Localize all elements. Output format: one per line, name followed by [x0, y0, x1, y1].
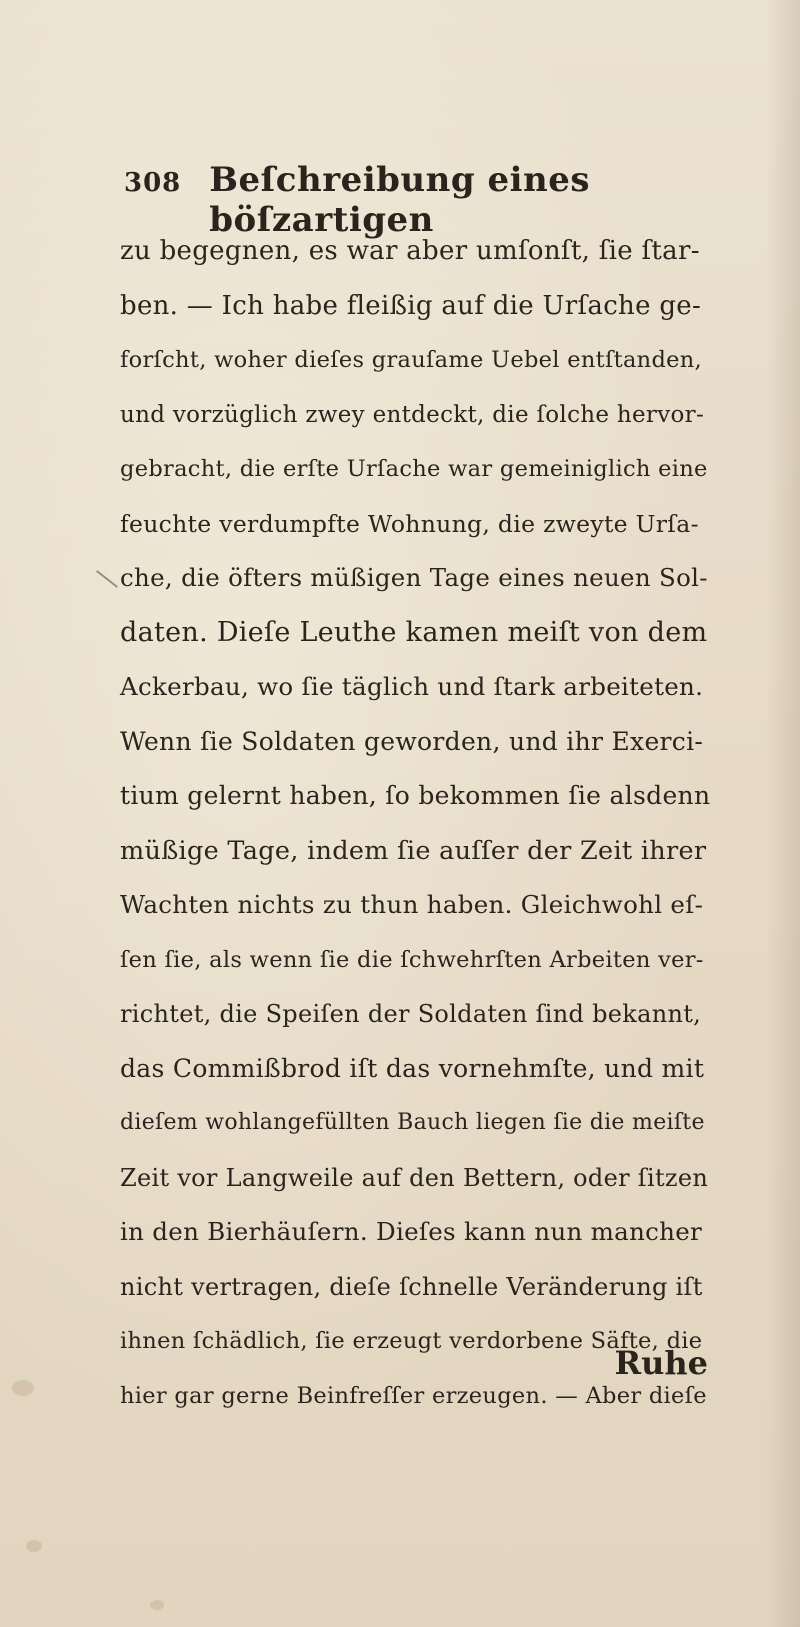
paper-stain — [12, 1380, 34, 1396]
pencil-mark — [96, 570, 118, 588]
page-header — [124, 160, 684, 240]
text-line: Wenn ſie Soldaten geworden, und ihr Exerci- — [120, 726, 704, 756]
catchword: Ruhe — [614, 1344, 708, 1382]
text-line: müßige Tage, indem ſie auſſer der Zeit ihrer — [120, 835, 707, 866]
text-line: und vorzüglich zwey entdeckt, die ſolche hervor- — [120, 401, 705, 428]
text-line: daten. Dieſe Leuthe kamen meiſt von dem — [120, 616, 708, 648]
paper-stain — [26, 1540, 42, 1552]
text-line: das Commißbrod iſt das vornehmſte, und mit — [120, 1053, 705, 1083]
text-line: forſcht, woher dieſes grauſame Uebel entſtanden, — [120, 347, 703, 373]
text-line: feuchte verdumpfte Wohnung, die zweyte Urſa- — [120, 509, 699, 538]
text-line: zu begegnen, es war aber umſonſt, ſie ſtar- — [120, 236, 700, 266]
text-line: dieſem wohlangefüllten Bauch liegen ſie die meiſte — [120, 1110, 705, 1135]
text-line: richtet, die Speiſen der Soldaten ſind bekannt, — [120, 1000, 702, 1028]
text-line: Zeit vor Langweile auf den Bettern, oder ſitzen — [120, 1163, 709, 1192]
paper-stain — [150, 1600, 164, 1610]
text-line: gebracht, die erſte Urſache war gemeiniglich eine — [120, 456, 708, 482]
text-line: ihnen ſchädlich, ſie erzeugt verdorbene Säfte, die — [120, 1328, 703, 1354]
text-line: nicht vertragen, dieſe ſchnelle Veränderung iſt — [120, 1272, 703, 1301]
spine-shadow — [766, 0, 800, 1627]
body-text — [120, 224, 710, 1423]
text-line: in den Bierhäuſern. Dieſes kann nun mancher — [120, 1217, 703, 1246]
text-line: Ackerbau, wo ſie täglich und ſtark arbeiteten. — [120, 672, 704, 701]
running-head: Beſchreibung eines böſzartigen — [209, 160, 591, 240]
text-line: tium gelernt haben, ſo bekommen ſie alsdenn — [120, 781, 711, 810]
page-number: 308 — [124, 168, 182, 198]
text-line: ſen ſie, als wenn ſie die ſchwehrſten Arbeiten ver- — [120, 946, 704, 973]
text-line: hier gar gerne Beinfreſſer erzeugen. — Aber dieſe — [120, 1382, 707, 1409]
text-line: Wachten nichts zu thun haben. Gleichwohl eſ- — [120, 890, 704, 919]
text-line: che, die öfters müßigen Tage eines neuen Sol- — [120, 563, 708, 592]
text-line: ben. — Ich habe fleißig auf die Urſache ge- — [120, 290, 702, 321]
